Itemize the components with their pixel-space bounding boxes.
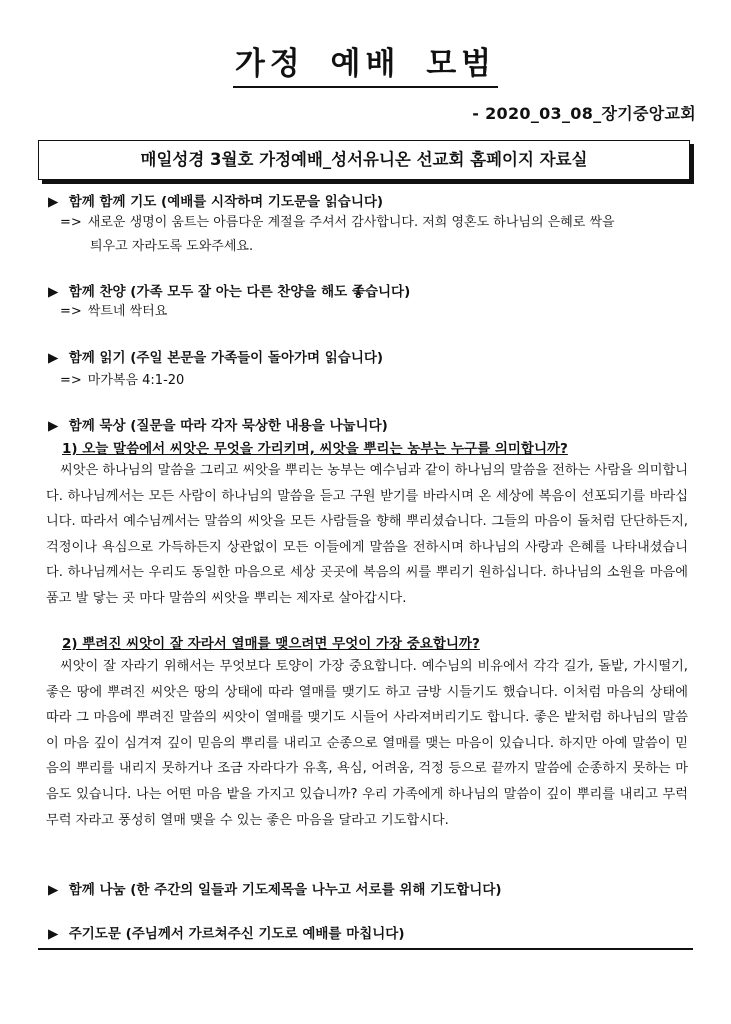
section-closing-heading <box>48 922 405 942</box>
section-meditation-heading <box>48 414 388 434</box>
section-sharing-title: 함께 나눔 (한 주간의 일들과 기도제목을 나누고 서로를 위해 기도합니다) <box>68 882 502 898</box>
page-title <box>0 38 731 83</box>
section-reading-heading <box>48 346 383 366</box>
date-church-line: - 2020_03_08_장기중앙교회 <box>472 104 696 123</box>
arrow-mark: => <box>60 215 82 230</box>
page-title-text: 가정 예배 모범 <box>233 46 498 88</box>
section-closing-title: 주기도문 (주님께서 가르쳐주신 기도로 예배를 마칩니다) <box>68 926 405 942</box>
section-reading-title: 함께 읽기 (주일 본문을 가족들이 돌아가며 읽습니다) <box>68 350 384 366</box>
source-banner: 매일성경 3월호 가정예배_성서유니온 선교회 홈페이지 자료실 <box>38 140 690 180</box>
arrow-mark: => <box>60 373 82 388</box>
meditation-answer-1: 씨앗은 하나님의 말씀을 그리고 씨앗을 뿌리는 농부는 예수님과 같이 하나님의 말씀을 전하는 사람을 의미합니다. 하나님께서는 모든 사람이 하나님의 말씀을 듣고 구원 받기를 바라시며 온 세상에 복음이 선포되기를 바라십니다. 따라서 예수님께서는 말씀의 씨앗을 모든 사람들을 향해 뿌리셨습니다. 그들의 마음이 돌처럼 단단하든지, 걱정이나 욕심으로 가득하든지 상관없이 모든 이들에게 말씀을 전하시며 하나님의 사랑과 은혜를 나타내셨습니다. 하나님께서는 우리도 동일한 마음으로 세상 곳곳에 복음의 씨를 뿌리기 원하십니다. 하나님의 소원을 마음에 품고 발 닿는 곳 마다 말씀의 씨앗을 뿌리는 제자로 살아갑시다. <box>46 463 688 606</box>
section-meditation-title: 함께 묵상 (질문을 따라 각자 묵상한 내용을 나눕니다) <box>68 418 388 434</box>
section-praise-answer <box>60 300 167 324</box>
bullet-triangle-icon: ▶ <box>48 418 59 434</box>
bullet-triangle-icon: ▶ <box>48 882 59 898</box>
meditation-question-1: 1) 오늘 말씀에서 씨앗은 무엇을 가리키며, 씨앗을 뿌리는 농부는 누구를 의미합니까? <box>62 441 568 457</box>
arrow-mark: => <box>60 304 82 319</box>
meditation-question-2: 2) 뿌려진 씨앗이 잘 자라서 열매를 맺으려면 무엇이 가장 중요합니까? <box>62 636 480 652</box>
meditation-answer-2: 씨앗이 잘 자라기 위해서는 무엇보다 토양이 가장 중요합니다. 예수님의 비유에서 각각 길가, 돌밭, 가시떨기, 좋은 땅에 뿌려진 씨앗은 땅의 상태에 따라 열매를 맺기도 하고 금방 시들기도 했습니다. 이처럼 마음의 상태에 따라 그 마음에 뿌려진 말씀의 씨앗이 열매를 맺기도 시들어 사라져버리기도 합니다. 좋은 밭처럼 하나님의 말씀이 마음 깊이 심겨져 깊이 믿음의 뿌리를 내리고 순종으로 열매를 맺는 마음이 있습니다. 하지만 아예 말씀이 믿음의 뿌리를 내리지 못하거나 조금 자라다가 유혹, 욕심, 어려움, 걱정 등으로 끝까지 말씀에 순종하지 못하는 마음도 있습니다. 나는 어떤 마음 밭을 가지고 있습니까? 우리 가족에게 하나님의 말씀이 깊이 뿌리를 내리고 무럭무럭 자라고 풍성히 열매 맺을 수 있는 좋은 마음을 달라고 기도합시다. <box>46 659 688 828</box>
section-praise-title: 함께 찬양 (가족 모두 잘 아는 다른 찬양을 해도 좋습니다) <box>68 284 411 300</box>
section-sharing-heading <box>48 878 502 898</box>
bullet-triangle-icon: ▶ <box>48 350 59 366</box>
section-prayer-title: 함께 함께 기도 (예배를 시작하며 기도문을 읽습니다) <box>68 194 384 210</box>
bullet-triangle-icon: ▶ <box>48 194 59 210</box>
prayer-text-line-2: 틔우고 자라도록 도와주세요. <box>90 239 254 254</box>
bottom-divider <box>38 948 693 950</box>
section-prayer-answer <box>60 211 615 259</box>
section-prayer-heading <box>48 190 383 210</box>
section-praise-heading <box>48 280 410 300</box>
praise-song: 싹트네 싹터요 <box>87 304 168 319</box>
scripture-reference: 마가복음 4:1-20 <box>87 373 185 388</box>
bullet-triangle-icon: ▶ <box>48 284 59 300</box>
bullet-triangle-icon: ▶ <box>48 926 59 942</box>
prayer-text-line-1: 새로운 생명이 움트는 아름다운 계절을 주셔서 감사합니다. 저희 영혼도 하나님의 은혜로 싹을 <box>87 215 615 230</box>
section-reading-answer <box>60 369 184 393</box>
